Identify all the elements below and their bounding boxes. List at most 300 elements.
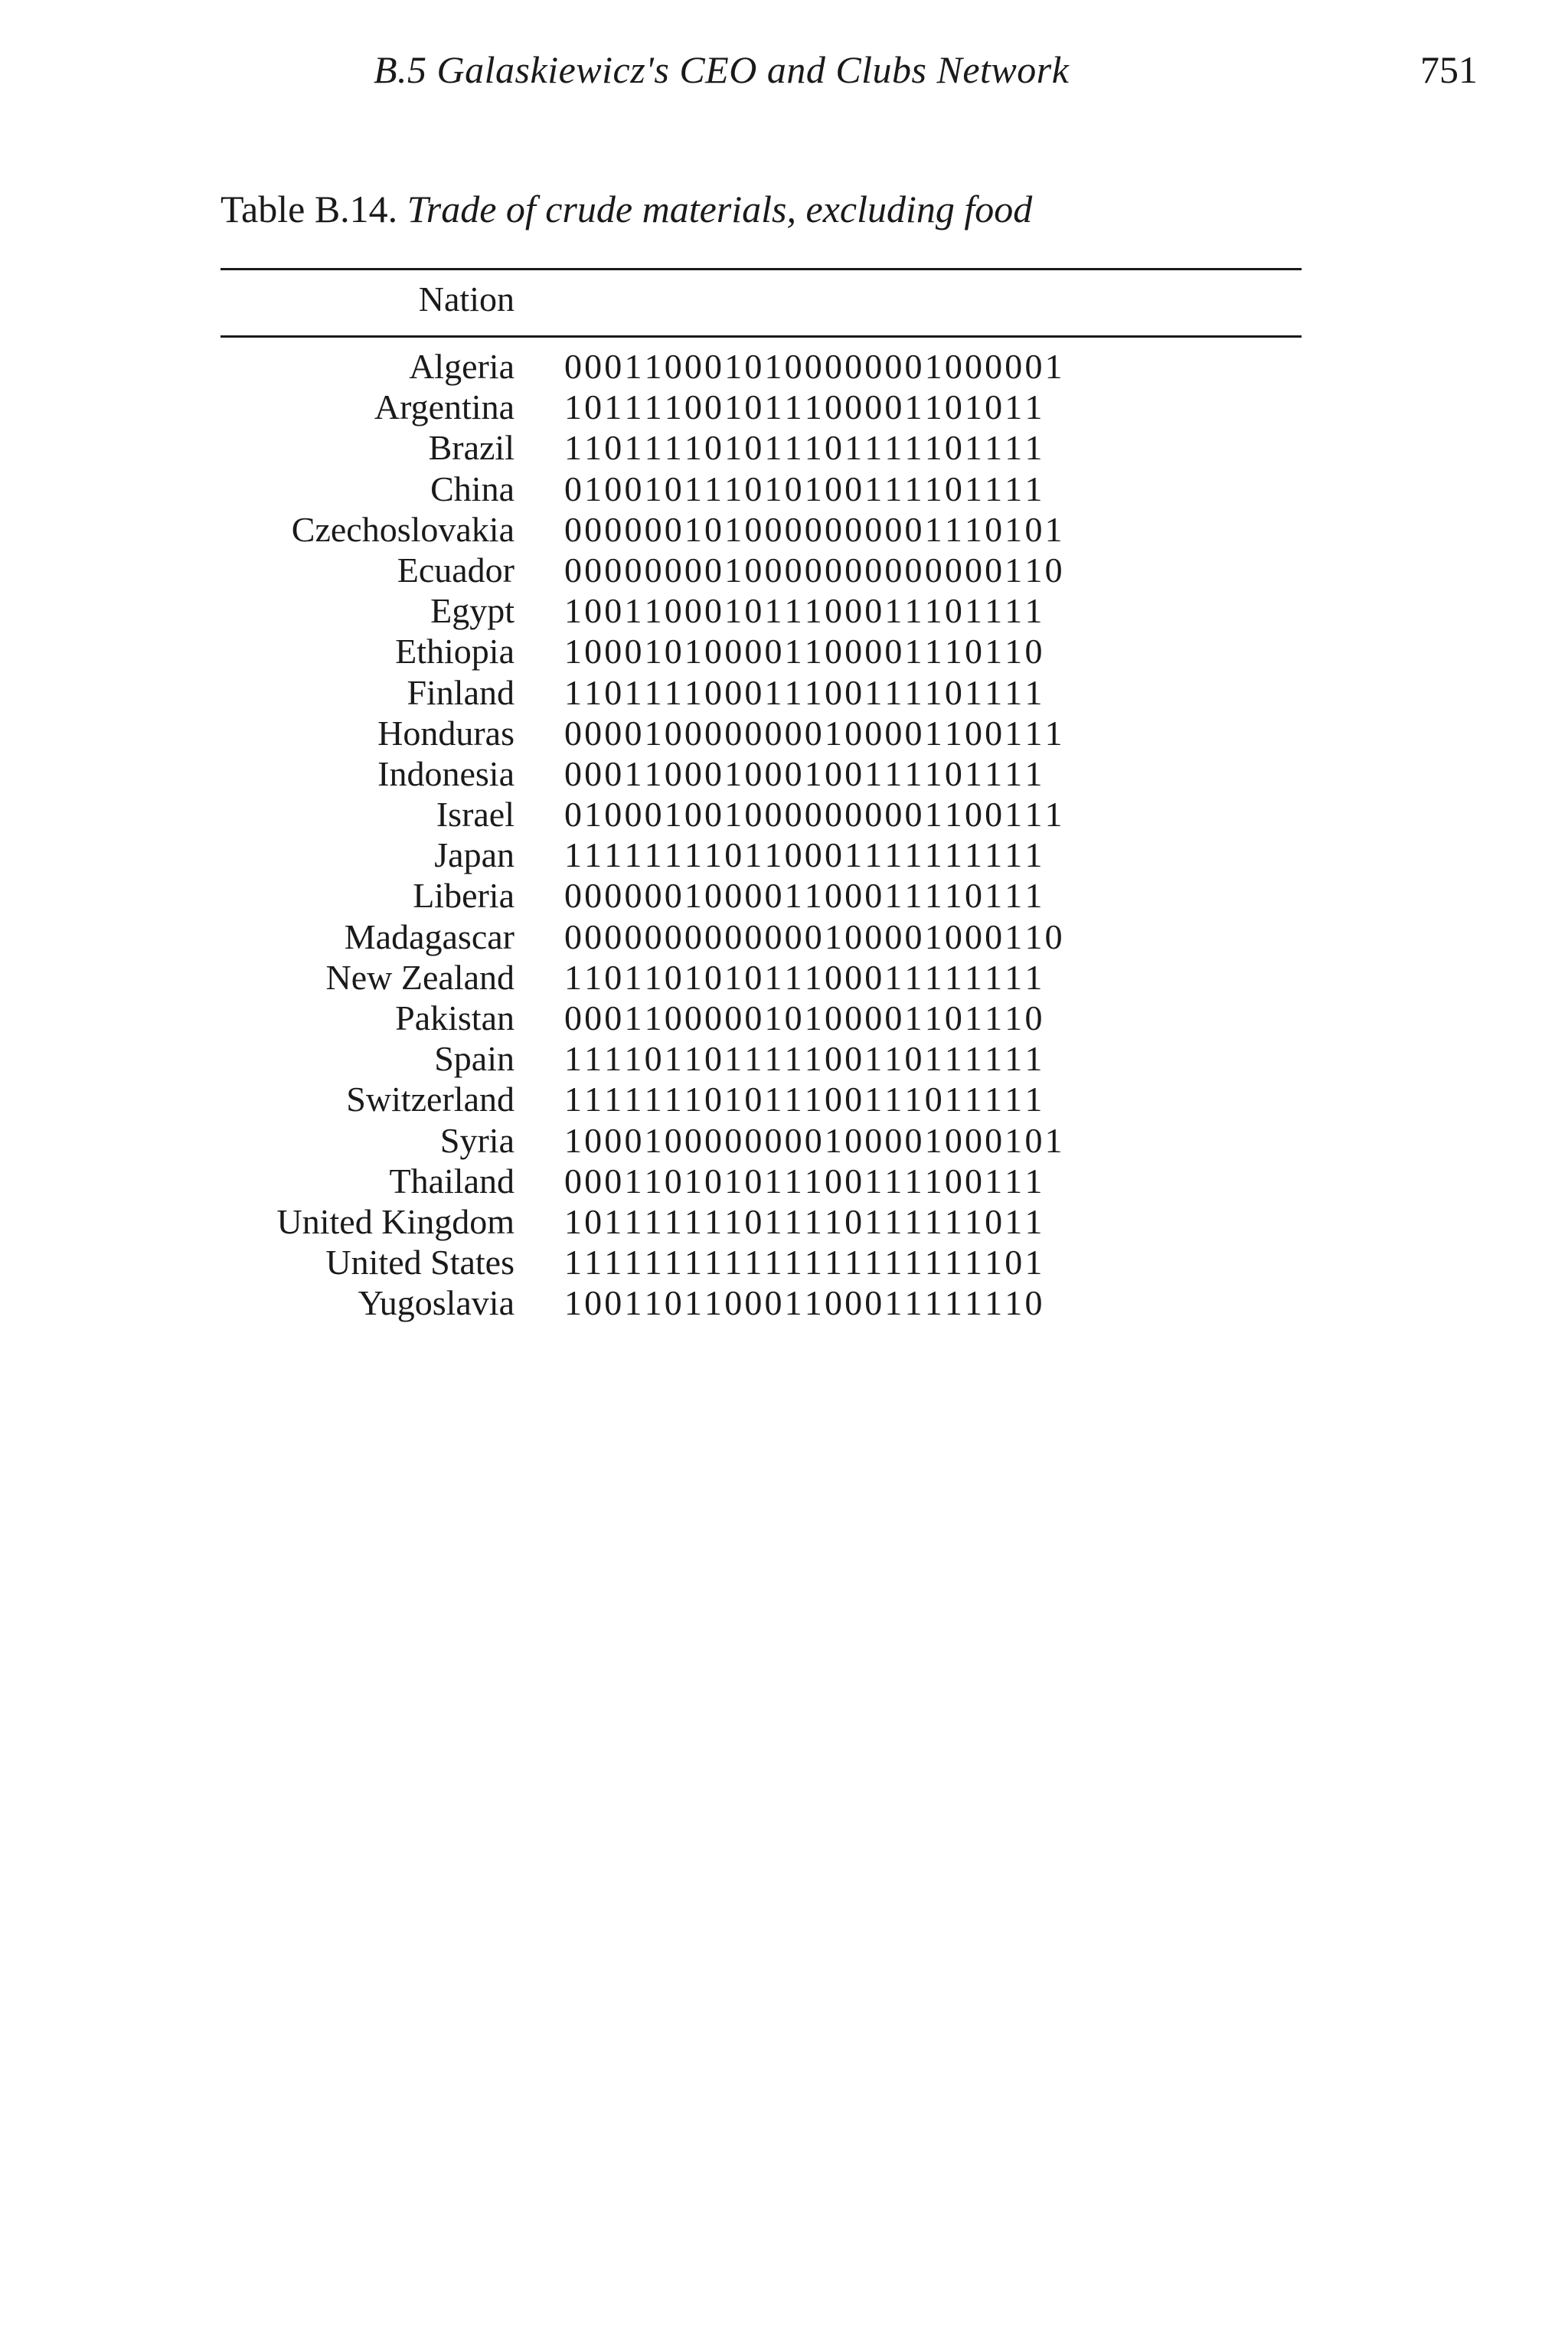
bit-digit: 0 <box>664 1283 682 1323</box>
bit-digit: 1 <box>564 632 582 671</box>
bit-digit: 1 <box>1004 1120 1023 1160</box>
bit-digit: 0 <box>744 1161 763 1201</box>
bit-digit: 1 <box>684 428 702 468</box>
bit-digit: 1 <box>584 428 603 468</box>
nation-name: Syria <box>439 1120 514 1160</box>
bit-digit: 0 <box>824 347 842 386</box>
table-row <box>220 631 1302 671</box>
bit-digit: 0 <box>904 1120 923 1160</box>
bit-digit: 1 <box>584 1039 603 1079</box>
bit-digit: 0 <box>804 509 822 549</box>
bit-digit: 0 <box>624 1120 642 1160</box>
table-row <box>220 1161 1302 1201</box>
bit-digit: 1 <box>864 428 883 468</box>
bit-digit: 1 <box>1024 1243 1043 1282</box>
bit-digit: 0 <box>844 387 863 427</box>
nation-name: Finland <box>407 672 514 712</box>
bit-digit: 0 <box>684 347 702 386</box>
bit-digit: 1 <box>884 1039 903 1079</box>
bit-digit: 1 <box>724 387 743 427</box>
bit-digit: 1 <box>944 713 962 753</box>
bit-digit: 0 <box>584 876 603 916</box>
bit-digit: 0 <box>784 998 802 1037</box>
bit-digit: 0 <box>664 713 682 753</box>
bit-digit: 1 <box>985 1243 1003 1282</box>
nation-name: United Kingdom <box>276 1201 514 1241</box>
table-row <box>220 875 1302 916</box>
bit-digit: 1 <box>924 347 942 386</box>
bit-digit: 0 <box>784 795 802 835</box>
bit-digit: 0 <box>965 713 982 753</box>
table-body <box>220 346 1302 1324</box>
bit-digit: 1 <box>564 1039 582 1079</box>
bit-digit: 1 <box>804 1080 822 1119</box>
bit-digit: 1 <box>1004 428 1023 468</box>
bit-digit: 1 <box>965 998 982 1037</box>
bit-digit: 1 <box>684 1039 702 1079</box>
bit-digit: 0 <box>844 1120 863 1160</box>
bit-digit: 0 <box>965 550 982 590</box>
table-row <box>220 835 1302 875</box>
bit-digit: 0 <box>724 1283 743 1323</box>
bit-digit: 0 <box>584 591 603 631</box>
bit-digit: 1 <box>1024 835 1043 875</box>
bit-digit: 0 <box>784 713 802 753</box>
bit-digit: 1 <box>684 1201 702 1241</box>
bit-digit: 0 <box>604 632 622 671</box>
bit-digit: 1 <box>904 1243 923 1282</box>
bit-digit: 0 <box>804 916 822 956</box>
bit-digit: 1 <box>644 591 662 631</box>
bit-digit: 0 <box>824 1039 842 1079</box>
bit-digit: 0 <box>664 876 682 916</box>
bit-digit: 1 <box>924 632 942 671</box>
bit-digit: 0 <box>965 876 982 916</box>
bit-digit: 0 <box>844 1039 863 1079</box>
bit-digit: 1 <box>764 1039 782 1079</box>
bit-digit: 1 <box>804 387 822 427</box>
bit-digit: 0 <box>944 672 962 712</box>
bit-digit: 0 <box>864 1120 883 1160</box>
bit-digit: 1 <box>784 876 802 916</box>
bit-digit: 1 <box>644 387 662 427</box>
bit-digit: 0 <box>564 916 582 956</box>
bit-digit: 1 <box>924 428 942 468</box>
bit-digit: 1 <box>944 632 962 671</box>
bit-digit: 1 <box>764 957 782 997</box>
bit-digit: 0 <box>724 713 743 753</box>
bit-digit: 0 <box>564 469 582 508</box>
bit-digit: 0 <box>985 550 1003 590</box>
bit-digit: 1 <box>1024 428 1043 468</box>
bit-digit: 1 <box>985 428 1003 468</box>
bit-digit: 1 <box>884 1161 903 1201</box>
bit-digit: 1 <box>804 753 822 793</box>
bit-digit: 0 <box>744 469 763 508</box>
bit-digit: 1 <box>804 1283 822 1323</box>
bit-digit: 0 <box>864 1283 883 1323</box>
bit-digit: 0 <box>824 957 842 997</box>
bit-digit: 1 <box>624 957 642 997</box>
table-row <box>220 387 1302 427</box>
nation-name: Pakistan <box>395 998 514 1037</box>
bit-digit: 1 <box>844 428 863 468</box>
bit-digit: 1 <box>985 998 1003 1037</box>
bit-digit: 0 <box>884 509 903 549</box>
bit-digit: 0 <box>824 1161 842 1201</box>
bit-digit: 1 <box>985 469 1003 508</box>
bit-digit: 1 <box>764 347 782 386</box>
table-row <box>220 1242 1302 1282</box>
table-row <box>220 590 1302 631</box>
bit-digit: 1 <box>564 1080 582 1119</box>
bit-digit: 1 <box>944 1243 962 1282</box>
bit-digit: 1 <box>965 509 982 549</box>
bit-digit: 0 <box>704 1039 723 1079</box>
bit-digit: 0 <box>784 753 802 793</box>
bit-digit: 0 <box>644 795 662 835</box>
bit-digit: 1 <box>985 957 1003 997</box>
bit-digit: 0 <box>884 347 903 386</box>
bit-digit: 1 <box>944 1201 962 1241</box>
bit-digit: 1 <box>624 753 642 793</box>
bit-digit: 0 <box>804 713 822 753</box>
bit-digit: 0 <box>844 1201 863 1241</box>
bit-digit: 0 <box>864 916 883 956</box>
bit-digit: 1 <box>1024 957 1043 997</box>
bit-digit: 1 <box>784 428 802 468</box>
bit-digit: 1 <box>764 469 782 508</box>
nation-name: Honduras <box>377 713 514 753</box>
bit-digit: 0 <box>584 998 603 1037</box>
bit-digit: 1 <box>904 469 923 508</box>
bit-digit: 0 <box>1004 1243 1023 1282</box>
bit-digit: 1 <box>924 1243 942 1282</box>
bit-digit: 0 <box>664 509 682 549</box>
bit-digit: 0 <box>684 550 702 590</box>
bit-digit: 0 <box>744 876 763 916</box>
bit-digit: 1 <box>604 387 622 427</box>
bit-digit: 1 <box>684 835 702 875</box>
bit-digit: 1 <box>904 876 923 916</box>
bit-digit: 1 <box>644 1120 662 1160</box>
bit-digit: 0 <box>604 1161 622 1201</box>
bit-digit: 1 <box>744 1039 763 1079</box>
bit-digit: 1 <box>664 1080 682 1119</box>
bit-digit: 1 <box>584 835 603 875</box>
bit-digit: 1 <box>824 1243 842 1282</box>
bit-digit: 0 <box>744 1283 763 1323</box>
bit-digit: 0 <box>824 876 842 916</box>
bit-digit: 1 <box>965 1201 982 1241</box>
bit-digit: 0 <box>564 347 582 386</box>
table-row <box>220 713 1302 753</box>
bit-digit: 0 <box>584 753 603 793</box>
bit-digit: 1 <box>924 387 942 427</box>
table-row <box>220 1282 1302 1323</box>
bit-digit: 0 <box>684 713 702 753</box>
bit-digit: 1 <box>764 1080 782 1119</box>
bit-digit: 0 <box>584 347 603 386</box>
bit-digit: 0 <box>985 509 1003 549</box>
bit-digit: 0 <box>804 795 822 835</box>
bit-digit: 1 <box>985 1080 1003 1119</box>
bit-digit: 1 <box>624 1283 642 1323</box>
table-row <box>220 469 1302 509</box>
bit-digit: 0 <box>904 713 923 753</box>
bit-digit: 0 <box>584 509 603 549</box>
bit-digit: 0 <box>1044 550 1063 590</box>
bit-digit: 1 <box>744 835 763 875</box>
bit-digit: 0 <box>1024 509 1043 549</box>
bit-digit: 0 <box>744 713 763 753</box>
bit-digit: 1 <box>704 469 723 508</box>
bit-digit: 0 <box>704 1080 723 1119</box>
bit-digit: 1 <box>1004 591 1023 631</box>
bit-digit: 1 <box>684 1283 702 1323</box>
bit-digit: 1 <box>624 591 642 631</box>
bit-digit: 1 <box>684 672 702 712</box>
bit-digit: 0 <box>824 591 842 631</box>
bit-digit: 1 <box>924 916 942 956</box>
bit-digit: 0 <box>804 835 822 875</box>
bit-digit: 0 <box>764 509 782 549</box>
bit-digit: 1 <box>884 753 903 793</box>
bit-digit: 1 <box>1024 550 1043 590</box>
bit-digit: 1 <box>564 672 582 712</box>
bit-digit: 1 <box>985 632 1003 671</box>
bit-digit: 1 <box>644 347 662 386</box>
bit-digit: 0 <box>704 713 723 753</box>
bit-digit: 0 <box>824 753 842 793</box>
bit-digit: 0 <box>764 1120 782 1160</box>
bit-digit: 1 <box>944 1080 962 1119</box>
bit-digit: 1 <box>904 1201 923 1241</box>
bit-digit: 1 <box>584 795 603 835</box>
bit-digit: 1 <box>1044 509 1063 549</box>
nation-name: Egypt <box>430 591 514 631</box>
bit-digit: 1 <box>804 428 822 468</box>
bit-digit: 1 <box>864 1201 883 1241</box>
bit-digit: 0 <box>1024 632 1043 671</box>
bit-digit: 1 <box>884 1243 903 1282</box>
bit-digit: 0 <box>784 916 802 956</box>
table-top-rule <box>220 268 1302 270</box>
bit-digit: 1 <box>764 835 782 875</box>
bit-digit: 1 <box>804 469 822 508</box>
bit-digit: 1 <box>724 509 743 549</box>
bit-digit: 1 <box>924 1039 942 1079</box>
bit-digit: 0 <box>784 347 802 386</box>
bit-digit: 1 <box>684 1243 702 1282</box>
bit-digit: 1 <box>764 672 782 712</box>
bit-digit: 1 <box>1004 387 1023 427</box>
bit-digit: 0 <box>985 713 1003 753</box>
bit-digit: 0 <box>584 1201 603 1241</box>
bit-digit: 0 <box>824 509 842 549</box>
bit-digit: 1 <box>924 795 942 835</box>
bit-digit: 1 <box>944 835 962 875</box>
bit-digit: 1 <box>764 591 782 631</box>
bit-digit: 1 <box>644 428 662 468</box>
bit-digit: 0 <box>924 1080 942 1119</box>
bit-digit: 0 <box>844 713 863 753</box>
bit-digit: 0 <box>764 916 782 956</box>
bit-digit: 1 <box>644 1161 662 1201</box>
bit-digit: 0 <box>944 387 962 427</box>
bit-digit: 1 <box>724 1243 743 1282</box>
bit-digit: 0 <box>704 591 723 631</box>
bit-digit: 0 <box>965 632 982 671</box>
bit-digit: 1 <box>904 387 923 427</box>
bit-digit: 1 <box>764 428 782 468</box>
bit-digit: 1 <box>1004 1283 1023 1323</box>
bit-digit: 0 <box>644 509 662 549</box>
bit-digit: 1 <box>864 1080 883 1119</box>
bit-digit: 1 <box>884 591 903 631</box>
bit-digit: 0 <box>744 916 763 956</box>
bit-digit: 1 <box>924 1161 942 1201</box>
bit-digit: 1 <box>784 957 802 997</box>
bit-digit: 0 <box>844 672 863 712</box>
bit-digit: 1 <box>824 1201 842 1241</box>
bit-digit: 0 <box>564 795 582 835</box>
table-row <box>220 550 1302 590</box>
bit-digit: 1 <box>985 1161 1003 1201</box>
bit-digit: 0 <box>1024 347 1043 386</box>
bit-digit: 1 <box>1024 591 1043 631</box>
bit-digit: 0 <box>864 876 883 916</box>
bit-digit: 0 <box>864 550 883 590</box>
bit-digit: 0 <box>884 795 903 835</box>
bit-digit: 1 <box>1024 916 1043 956</box>
bit-digit: 0 <box>824 632 842 671</box>
nation-name: Japan <box>434 835 514 875</box>
bit-digit: 1 <box>1044 347 1063 386</box>
bit-digit: 1 <box>924 876 942 916</box>
bit-digit: 1 <box>924 713 942 753</box>
bit-digit: 1 <box>624 1161 642 1201</box>
bit-digit: 1 <box>644 1243 662 1282</box>
bit-digit: 1 <box>804 1161 822 1201</box>
bit-digit: 0 <box>985 387 1003 427</box>
table-row <box>220 509 1302 550</box>
bit-digit: 0 <box>684 591 702 631</box>
table-row <box>220 1038 1302 1079</box>
bit-digit: 0 <box>824 1283 842 1323</box>
running-head: B.5 Galaskiewicz's CEO and Clubs Network <box>374 48 1070 91</box>
bit-digit: 0 <box>644 550 662 590</box>
bit-digit: 1 <box>784 1283 802 1323</box>
bit-digit: 0 <box>844 1283 863 1323</box>
bit-digit: 0 <box>944 753 962 793</box>
bit-digit: 0 <box>965 1161 982 1201</box>
bit-digit: 0 <box>744 1201 763 1241</box>
bit-digit: 0 <box>944 347 962 386</box>
bit-digit: 0 <box>904 550 923 590</box>
bit-digit: 1 <box>664 387 682 427</box>
bit-digit: 1 <box>804 672 822 712</box>
bit-digit: 1 <box>584 672 603 712</box>
bit-digit: 1 <box>644 1201 662 1241</box>
bit-digit: 1 <box>1004 1039 1023 1079</box>
bit-digit: 1 <box>684 876 702 916</box>
bit-digit: 1 <box>784 1243 802 1282</box>
bit-digit: 1 <box>864 753 883 793</box>
bit-digit: 0 <box>624 795 642 835</box>
bit-digit: 1 <box>724 795 743 835</box>
bit-digit: 0 <box>824 550 842 590</box>
bit-digit: 1 <box>684 957 702 997</box>
bit-digit: 0 <box>844 1161 863 1201</box>
bit-digit: 0 <box>724 876 743 916</box>
bit-digit: 1 <box>1004 998 1023 1037</box>
bit-digit: 1 <box>784 632 802 671</box>
bit-digit: 1 <box>884 469 903 508</box>
bit-digit: 0 <box>784 550 802 590</box>
bit-digit: 0 <box>684 387 702 427</box>
bit-digit: 1 <box>884 835 903 875</box>
bit-digit: 1 <box>584 957 603 997</box>
bit-digit: 1 <box>965 1283 982 1323</box>
bit-digit: 0 <box>784 835 802 875</box>
bit-digit: 0 <box>624 469 642 508</box>
bit-digit: 0 <box>904 916 923 956</box>
bit-digit: 1 <box>884 1080 903 1119</box>
bit-digit: 1 <box>644 672 662 712</box>
bit-digit: 1 <box>965 1243 982 1282</box>
bit-digit: 0 <box>904 1039 923 1079</box>
bit-digit: 1 <box>724 550 743 590</box>
bit-digit: 0 <box>584 387 603 427</box>
bit-digit: 1 <box>1004 957 1023 997</box>
bit-digit: 1 <box>904 632 923 671</box>
bit-digit: 1 <box>624 1243 642 1282</box>
bit-digit: 0 <box>864 347 883 386</box>
bit-digit: 0 <box>744 387 763 427</box>
bit-digit: 0 <box>704 1161 723 1201</box>
bit-digit: 1 <box>1004 1161 1023 1201</box>
bit-digit: 0 <box>584 550 603 590</box>
bit-digit: 1 <box>924 753 942 793</box>
bit-digit: 1 <box>564 1243 582 1282</box>
bit-digit: 1 <box>1044 795 1063 835</box>
bit-digit: 0 <box>884 998 903 1037</box>
bit-digit: 0 <box>985 916 1003 956</box>
bit-digit: 1 <box>604 835 622 875</box>
bit-digit: 1 <box>684 1080 702 1119</box>
bit-digit: 0 <box>764 713 782 753</box>
bit-digit: 1 <box>864 1039 883 1079</box>
bit-digit: 0 <box>804 550 822 590</box>
table-row <box>220 794 1302 835</box>
bit-digit: 0 <box>604 469 622 508</box>
bit-digit: 1 <box>985 835 1003 875</box>
bit-digit: 1 <box>704 1201 723 1241</box>
bit-digit: 1 <box>1004 1201 1023 1241</box>
bit-digit: 0 <box>704 876 723 916</box>
bit-digit: 1 <box>784 387 802 427</box>
bit-digit: 1 <box>804 957 822 997</box>
bit-digit: 1 <box>644 998 662 1037</box>
bit-digit: 0 <box>664 916 682 956</box>
bit-digit: 1 <box>904 591 923 631</box>
bit-digit: 0 <box>624 916 642 956</box>
bit-digit: 1 <box>884 428 903 468</box>
bit-digit: 0 <box>844 753 863 793</box>
bit-digit: 0 <box>944 550 962 590</box>
bit-digit: 1 <box>904 1283 923 1323</box>
